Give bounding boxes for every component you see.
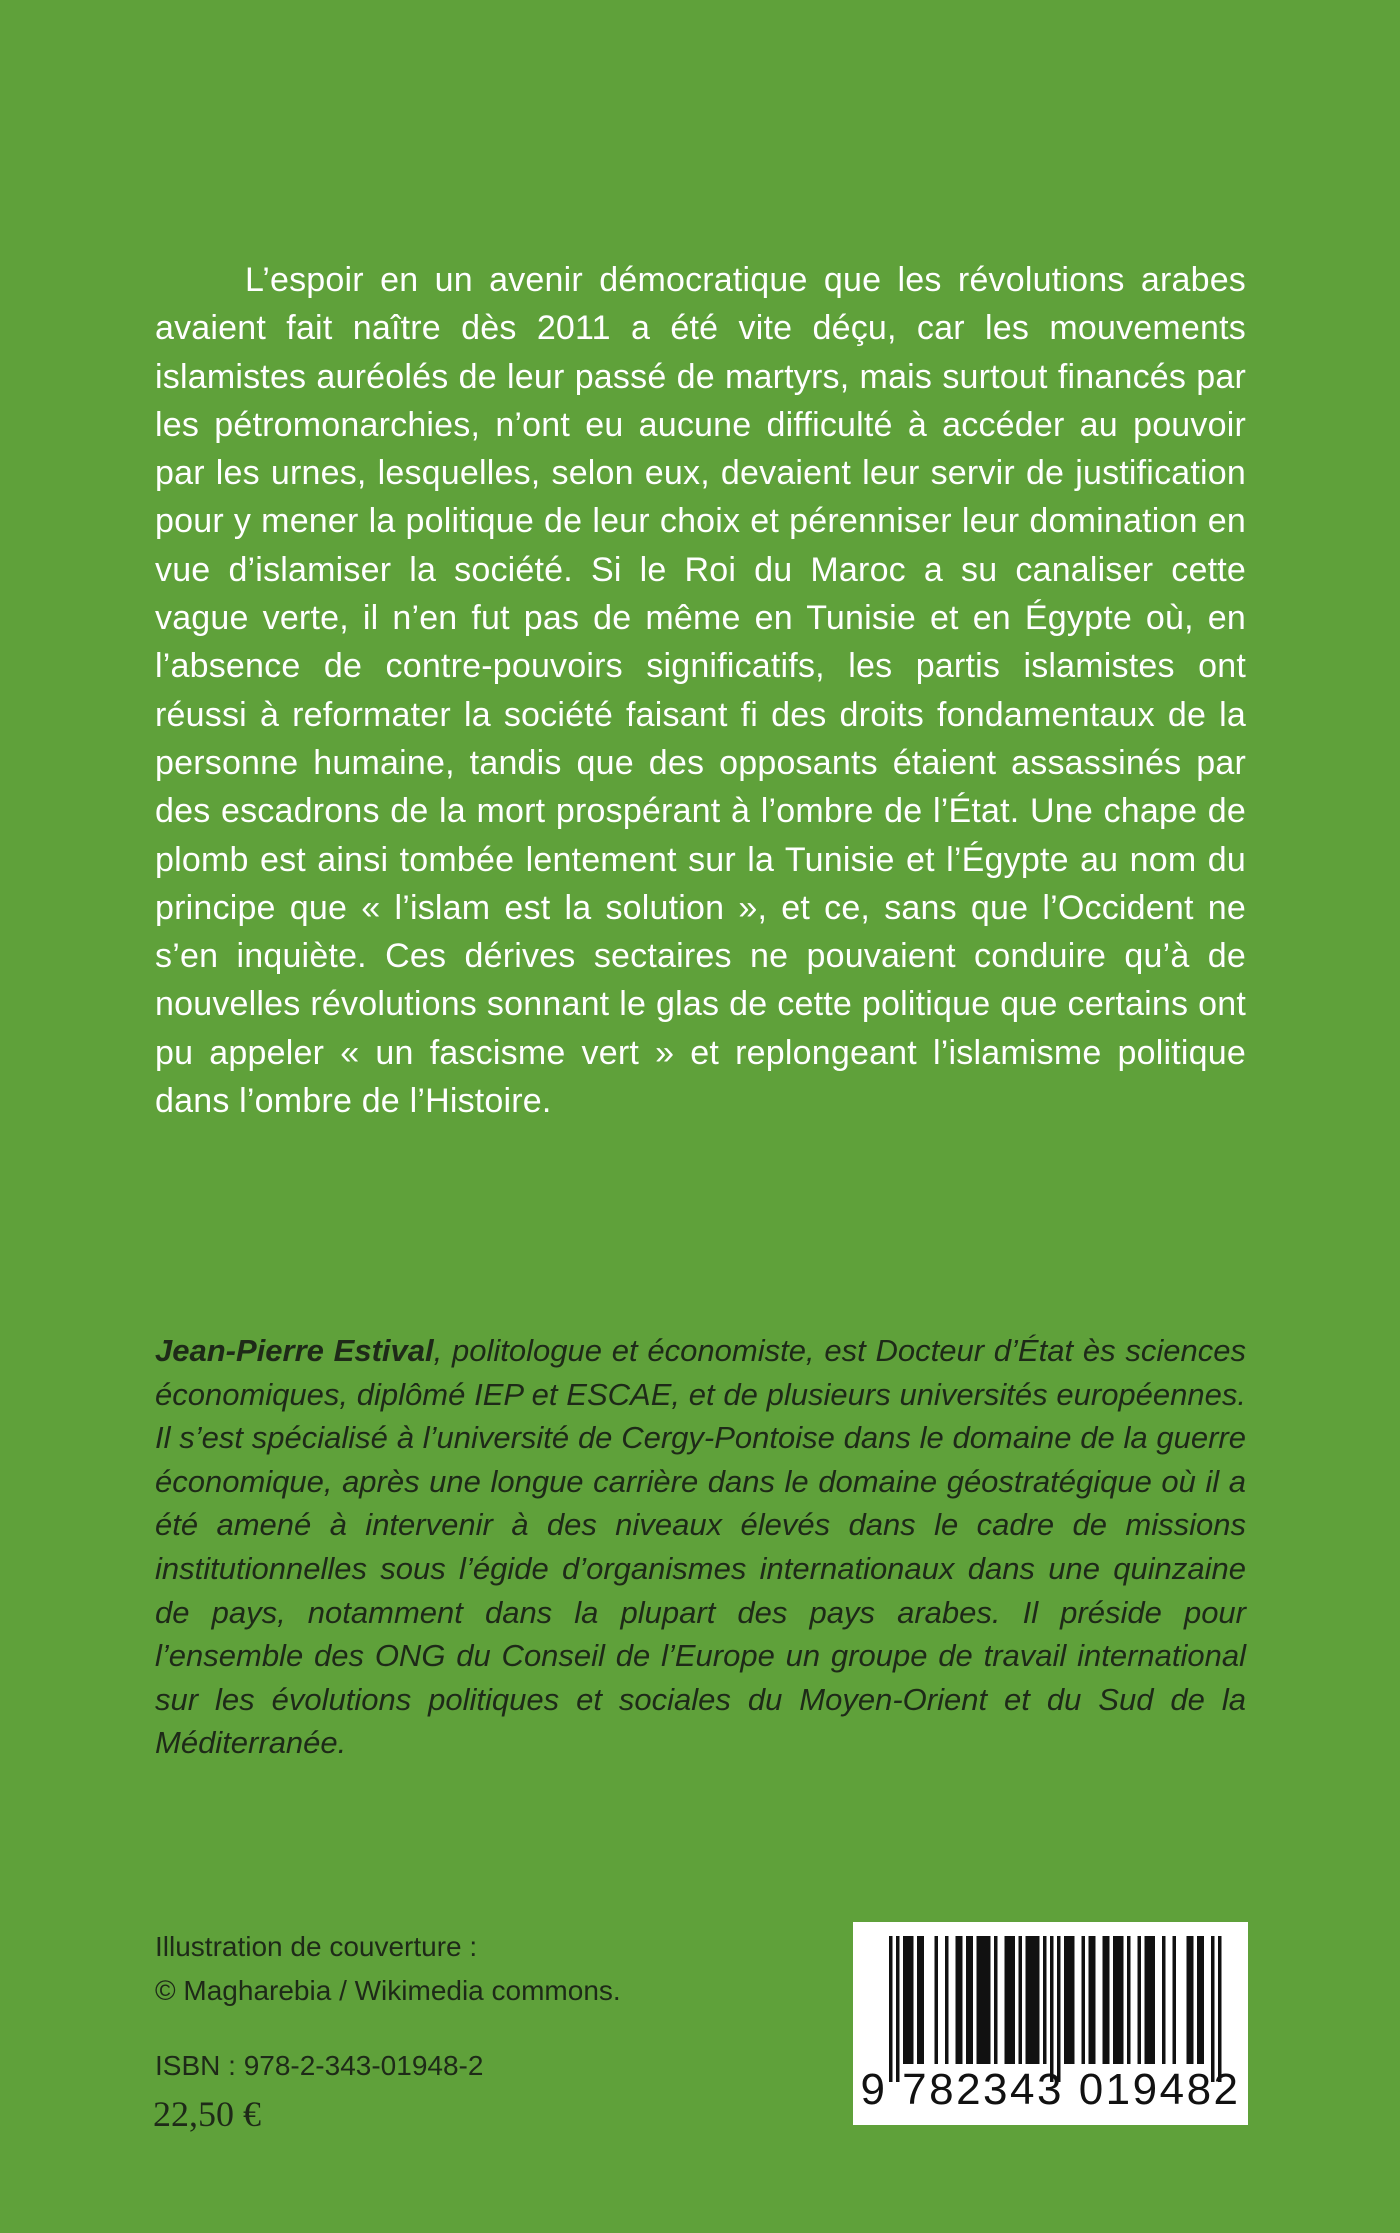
barcode-bar <box>1187 1936 1191 2064</box>
summary-paragraph: L’espoir en un avenir démocratique que les révolutions arabes avaient fait naître dès 2011 a été vite déçu, car les mouvements islamistes auréolés de leur passé de martyrs, mais surtout financés par les pétromonarchies, n’ont eu aucune difficulté à accéder au pouvoir par les urnes, lesquelles, selon eux, devaient leur servir de justification pour y mener la politique de leur choix et pérenniser leur domination en vue d’islamiser la société. Si le Roi du Maroc a su canaliser cette vague verte, il n’en fut pas de même en Tunisie et en Égypte où, en l’absence de contre-pouvoirs significatifs, les partis islamistes ont réussi à reformater la société faisant fi des droits fondamentaux de la personne humaine, tandis que des opposants étaient assassinés par des escadrons de la mort prospérant à l’ombre de l’État. Une chape de plomb est ainsi tombée lentement sur la Tunisie et l’Égypte au nom du principe que « l’islam est la solution », et ce, sans que l’Occident ne s’en inquiète. Ces dérives sectaires ne pouvaient conduire qu’à de nouvelles révolutions sonnant le glas de cette politique que certains ont pu appeler « un fascisme vert » et replongeant l’islamisme politique dans l’ombre de l’Histoire. <box>155 261 1246 1121</box>
barcode-bar <box>1127 1936 1131 2064</box>
barcode-bar <box>1218 1936 1222 2082</box>
barcode-bar <box>907 1936 911 2064</box>
barcode <box>853 1922 1248 2125</box>
author-bio-text: , politologue et économiste, est Docteur d’État ès sciences économiques, diplômé IEP et ESCAE, et de plusieurs universités européennes. Il s’est spécialisé à l’université de Cergy-Pontoise dans le domaine de la guerre économique, après une longue carrière dans le domaine géostratégique où il a été amené à intervenir à des niveaux élevés dans le cadre de missions institutionnelles sous l’égide d’organismes internationaux dans une quinzaine de pays, notamment dans la plupart des pays arabes. Il préside pour l’ensemble des ONG du Conseil de l’Europe un groupe de travail international sur les évolutions politiques et sociales du Moyen-Orient et du Sud de la Méditerranée. <box>155 1333 1246 1761</box>
barcode-bar <box>1106 1936 1110 2064</box>
barcode-bar <box>1071 1936 1075 2064</box>
barcode-bar <box>1197 1936 1201 2064</box>
cover-credit-source: © Magharebia / Wikimedia commons. <box>155 1975 621 2006</box>
cover-credit <box>155 1925 621 2013</box>
barcode-bar <box>1138 1936 1142 2064</box>
barcode-bar <box>910 1936 914 2064</box>
barcode-bar <box>917 1936 921 2064</box>
barcode-bar <box>1026 1936 1030 2064</box>
barcode-bar <box>977 1936 981 2064</box>
barcode-bar <box>1050 1936 1054 2082</box>
barcode-bar <box>987 1936 991 2064</box>
barcode-bar <box>935 1936 939 2064</box>
price: 22,50 € <box>153 2094 261 2134</box>
barcode-bar <box>984 1936 988 2064</box>
barcode-bar <box>1201 1936 1205 2064</box>
barcode-bar <box>1043 1936 1047 2064</box>
barcode-bar <box>994 1936 998 2064</box>
barcode-bar <box>1068 1936 1072 2064</box>
barcode-bar <box>896 1936 900 2082</box>
barcode-bar <box>1057 1936 1061 2082</box>
barcode-bar <box>1092 1936 1096 2064</box>
barcode-bar <box>1033 1936 1037 2064</box>
barcode-bar <box>1211 1936 1215 2082</box>
barcode-bar <box>1145 1936 1149 2064</box>
author-name: Jean-Pierre Estival <box>155 1333 434 1368</box>
barcode-bar <box>966 1936 970 2064</box>
author-bio <box>155 1329 1246 1765</box>
barcode-bar <box>970 1936 974 2064</box>
cover-credit-label: Illustration de couverture : <box>155 1931 478 1962</box>
barcode-digits: 9 782343 019482 <box>860 2065 1241 2114</box>
barcode-bar <box>1082 1936 1086 2064</box>
barcode-bar <box>903 1936 907 2064</box>
barcode-bar <box>1113 1936 1117 2064</box>
barcode-bar <box>980 1936 984 2064</box>
barcode-bar <box>956 1936 960 2064</box>
barcode-bar <box>959 1936 963 2064</box>
barcode-bar <box>1064 1936 1068 2064</box>
barcode-bar <box>1190 1936 1194 2064</box>
barcode-bar <box>1173 1936 1177 2064</box>
barcode-bar <box>1103 1936 1107 2064</box>
barcode-bar <box>1152 1936 1156 2064</box>
barcode-bar <box>1089 1936 1093 2064</box>
barcode-bar <box>1148 1936 1152 2064</box>
barcode-bar <box>1029 1936 1033 2064</box>
barcode-bar <box>1005 1936 1009 2064</box>
barcode-bar <box>1162 1936 1166 2064</box>
barcode-bar <box>1019 1936 1023 2064</box>
barcode-bar <box>1036 1936 1040 2064</box>
barcode-bar <box>1012 1936 1016 2064</box>
barcode-bar <box>945 1936 949 2064</box>
barcode-bar <box>1117 1936 1121 2064</box>
isbn: ISBN : 978-2-343-01948-2 <box>155 2050 484 2081</box>
barcode-bar <box>921 1936 925 2064</box>
barcode-bar <box>1008 1936 1012 2064</box>
barcode-bar <box>889 1936 893 2082</box>
barcode-bar <box>1120 1936 1124 2064</box>
